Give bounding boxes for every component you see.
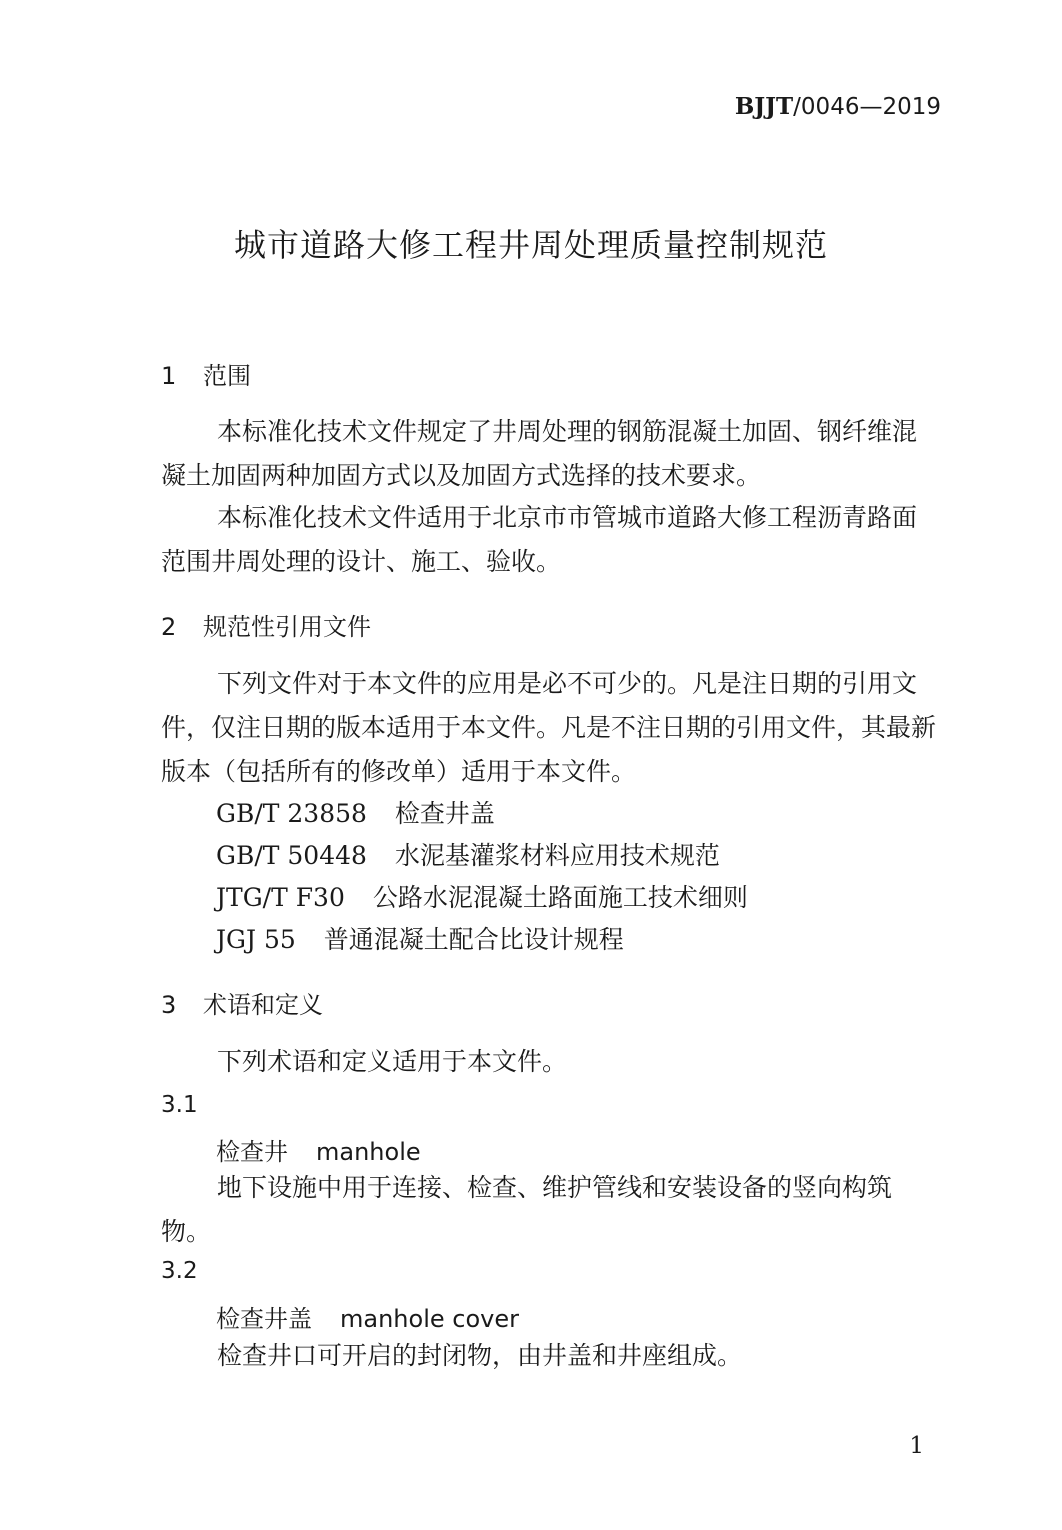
reference-code: GB/T 50448 [216, 841, 367, 870]
reference-code: JGJ 55 [216, 925, 296, 954]
reference-title: 水泥基灌浆材料应用技术规范 [394, 841, 720, 870]
paragraph: 本标准化技术文件适用于北京市市管城市道路大修工程沥青路面范围井周处理的设计、施工、验收。 [161, 503, 918, 576]
term-english: manhole [316, 1138, 421, 1166]
term-definition: 检查井口可开启的封闭物，由井盖和井座组成。 [217, 1341, 743, 1370]
reference-code: JTG/T F30 [216, 883, 345, 912]
section-heading-3 [161, 985, 323, 1020]
reference-item [216, 794, 495, 830]
term-entry [216, 1132, 421, 1167]
document-code-number: /0046—2019 [793, 94, 941, 120]
reference-item [216, 920, 624, 956]
term-entry [216, 1299, 519, 1334]
section-number: 3 [161, 991, 177, 1019]
section-title: 规范性引用文件 [203, 613, 371, 641]
reference-title: 普通混凝土配合比设计规程 [323, 925, 624, 954]
term-definition: 地下设施中用于连接、检查、维护管线和安装设备的竖向构筑物。 [161, 1173, 893, 1246]
document-code-prefix: BJJT [734, 93, 794, 120]
reference-title: 公路水泥混凝土路面施工技术细则 [372, 883, 748, 912]
section-title: 范围 [203, 362, 251, 390]
clause-number: 3.2 [161, 1258, 198, 1284]
term-english: manhole cover [340, 1305, 519, 1333]
term-chinese: 检查井盖 [216, 1305, 312, 1333]
reference-item [216, 878, 748, 914]
section-number: 1 [161, 362, 177, 390]
section-title: 术语和定义 [203, 991, 323, 1019]
paragraph: 本标准化技术文件规定了井周处理的钢筋混凝土加固、钢纤维混凝土加固两种加固方式以及加固方式选择的技术要求。 [161, 417, 918, 490]
reference-code: GB/T 23858 [216, 799, 367, 828]
section-number: 2 [161, 613, 177, 641]
page-number: 1 [909, 1433, 924, 1459]
reference-title: 检查井盖 [394, 799, 495, 828]
document-title: 城市道路大修工程井周处理质量控制规范 [233, 226, 828, 264]
section-heading-1 [161, 356, 251, 391]
paragraph: 下列术语和定义适用于本文件。 [217, 1047, 568, 1076]
document-code [735, 93, 941, 120]
paragraph: 下列文件对于本文件的应用是必不可少的。凡是注日期的引用文件，仅注日期的版本适用于本文件。凡是不注日期的引用文件，其最新版本（包括所有的修改单）适用于本文件。 [161, 669, 937, 786]
section-heading-2 [161, 607, 371, 642]
term-chinese: 检查井 [216, 1138, 288, 1166]
clause-number: 3.1 [161, 1092, 198, 1118]
reference-item [216, 836, 720, 872]
